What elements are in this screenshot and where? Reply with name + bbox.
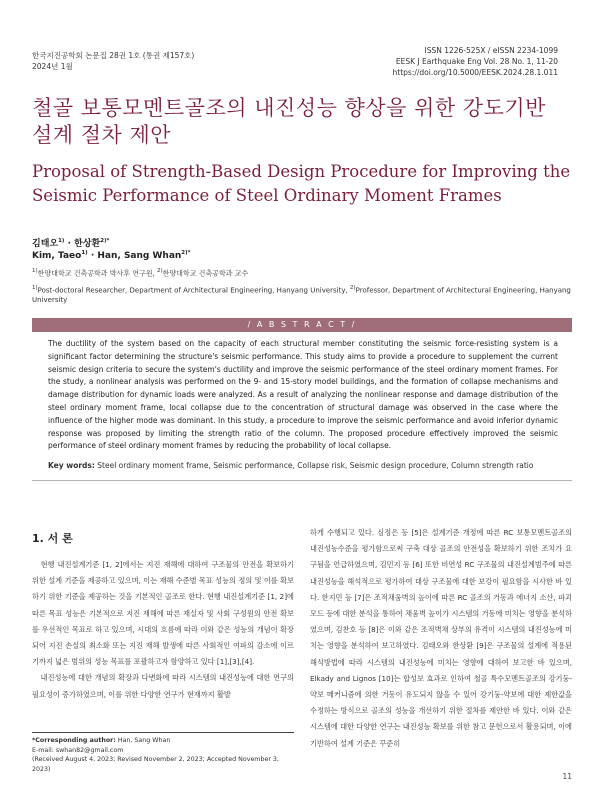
affil-sup: 1) — [32, 285, 38, 291]
keywords-label: Key words: — [48, 461, 95, 470]
author1-name-ko: 김태오 — [32, 239, 59, 249]
title-korean: 철골 보통모멘트골조의 내진성능 향상을 위한 강도기반 설계 절차 제안 — [32, 96, 546, 147]
author1-sup-en: 1) — [81, 250, 88, 256]
affil-text: Post-doctoral Researcher, Department of Architectural Engineering, Hanyang University, — [37, 286, 350, 295]
body-paragraph: 하게 수행되고 있다. 심정은 등 [5]은 설계기준 개정에 따른 RC 보통모멘트골조의 내진성능수준을 평가함으로써 구축 대상 골조의 안전성을 확보하기 위한 조치가 요구됨을 언급하였으며, 김민지 등 [6] 또한 비연성 RC 구조물의 내진설계범주에 따른 내진성능을 해석적으로 평가하여 대상 구조물에 대한 보강이 필요함을 시사한 바 있다. 한지민 등 [7]은 조적채움벽의 높이에 따른 RC 골조의 거동과 에너지 소산, 파괴모드 등에 대한 분석을 통하여 채움벽 높이가 시스템의 거동에 미치는 영향을 분석하였으며, 김찬호 등 [8]은 이와 같은 조적벽채 상부의 유격이 시스템의 내진성능에 미치는 영향을 분석하여 보고하였다. 김태오와 한상환 [9]은 구조물의 설계에 적용된 해석방법에 따라 시스템의 내진성능에 미치는 영향에 대하여 보고한 바 있으며, Elkady and Lignos [10]는 합성보 효과로 인하여 철골 특수모멘트골조의 강기둥-약보 메커니즘에 의한 거동이 유도되지 않을 수 있어 강기둥-약보에 대한 제한값을 수정하는 방식으로 골조의 성능을 개선하기 위한 절차를 제안한 바 있다. 이와 같은 시스템에 대한 다양한 연구는 내진성능 확보를 위한 참고 문헌으로서 활용되며, 이에 기반하여 설계 기준은 꾸준히 — [310, 528, 572, 748]
affiliation-english — [32, 283, 572, 305]
affil-sup: 2) — [156, 268, 163, 274]
authors-korean — [32, 236, 109, 249]
doi-link[interactable]: https://doi.org/10.5000/EESK.2024.28.1.011 — [392, 68, 558, 77]
footnote-rule — [32, 732, 294, 733]
author2-name-ko: 한상환 — [74, 239, 101, 249]
body-column-right — [310, 525, 572, 752]
author2-sup-en: 2)* — [181, 250, 191, 256]
issue-date: 2024년 1월 — [32, 62, 73, 71]
body-paragraph: 현행 내진설계기준 [1, 2]에서는 지진 재해에 대하여 구조물의 안전을 확보하기 위한 설계 기준을 제공하고 있으며, 이는 재해 수준별 목표 성능의 정의 및 이를 확보하기 위한 기준을 제공하는 것을 기본적인 골조로 한다. 현행 내진설계기준 [1, 2]에 따른 목표 성능은 기본적으로 지진 재해에 따른 재실자 및 사회 구성원의 안전 확보를 우선적인 목표로 하고 있으며, 시대의 흐름에 따라 이와 같은 성능의 개념이 확장되어 지진 손실의 최소화 또는 지진 재해 발생에 따른 사회적인 여파의 감소에 이르기까지 넓은 범위의 성능 목표를 포괄하고자 함양하고 있다 [1],[3],[4]. — [32, 560, 294, 667]
issn-line: ISSN 1226-525X / eISSN 2234-1099 — [424, 46, 558, 55]
corresponding-author — [32, 736, 294, 746]
page-number: 11 — [562, 772, 572, 781]
corresponding-email[interactable]: E-mail: swhan82@gmail.com — [32, 746, 124, 754]
author1-sup-ko: 1) — [58, 238, 65, 244]
submission-dates: (Received August 4, 2023; Revised November 2, 2023; Accepted November 3, 2023) — [32, 756, 279, 773]
footnote — [32, 736, 294, 774]
journal-header-right — [393, 45, 558, 78]
author2-name-en: Han, Sang Whan — [97, 251, 182, 261]
affiliation-korean — [32, 266, 572, 278]
abstract-text: The ductility of the system based on the capacity of each structural member constituting the seismic force-resisting system is a significant factor determining the structure's seismic performance. This study aims to provide a procedure to supplement the current seismic design criteria to secure the system's ductility and improve the seismic performance of the steel ordinary moment frames. For the study, a nonlinear analysis was performed on the 9- and 15-story model buildings, and the formation of collapse mechanisms and damage distribution for dynamic loads were analyzed. As a result of analyzing the nonlinear response and damage distribution of the steel ordinary moment frame, local collapse due to the concentration of structural damage was observed in the case where the influence of the higher mode was dominant. In this study, a procedure to improve the seismic performance and avoid inferior dynamic response was proposed by limiting the strength ratio of the column. The proposed procedure effectively improved the seismic performance of steel ordinary moment frames by reducing the probability of local collapse. — [48, 339, 558, 451]
affil-sup: 1) — [32, 268, 38, 274]
keywords-text: Steel ordinary moment frame, Seismic performance, Collapse risk, Seismic design procedure, Column strength ratio — [97, 461, 534, 470]
title-english: Proposal of Strength-Based Design Procedure for Improving the Seismic Performance of Steel Ordinary Moment Frames — [32, 162, 571, 205]
affil-sup: 2) — [349, 285, 356, 291]
body-paragraph: 내진성능에 대한 개념의 확장과 다변화에 따라 시스템의 내진성능에 대한 연구의 필요성이 증가하였으며, 이를 위한 다양한 연구가 현재까지 활발 — [32, 673, 294, 699]
section-heading: 1. 서 론 — [32, 532, 73, 545]
journal-volume-line: EESK J Earthquake Eng Vol. 28 No. 1, 11-20 — [395, 57, 558, 66]
corresponding-name: Han, Sang Whan — [115, 737, 171, 744]
author2-sup-ko: 2)* — [100, 238, 110, 244]
authors-english — [32, 250, 191, 261]
corresponding-label: *Corresponding author: — [32, 737, 116, 744]
section-divider — [32, 480, 572, 481]
journal-header-left — [32, 50, 194, 72]
affil-text: 한양대학교 건축공학과 교수 — [162, 269, 249, 278]
abstract-banner: / A B S T R A C T / — [32, 318, 572, 332]
body-column-left — [32, 557, 294, 703]
author-separator: · — [87, 251, 98, 261]
affil-text: Professor, Department of Architectural Engineering, Hanyang University — [32, 286, 571, 305]
author1-name-en: Kim, Taeo — [32, 251, 82, 261]
keywords — [48, 461, 558, 470]
journal-name-ko: 한국지진공학회 논문집 28권 1호 (통권 제157호) — [32, 51, 195, 60]
author-separator: · — [64, 239, 75, 249]
affil-text: 한양대학교 건축공학과 박사후 연구원, — [37, 269, 157, 278]
